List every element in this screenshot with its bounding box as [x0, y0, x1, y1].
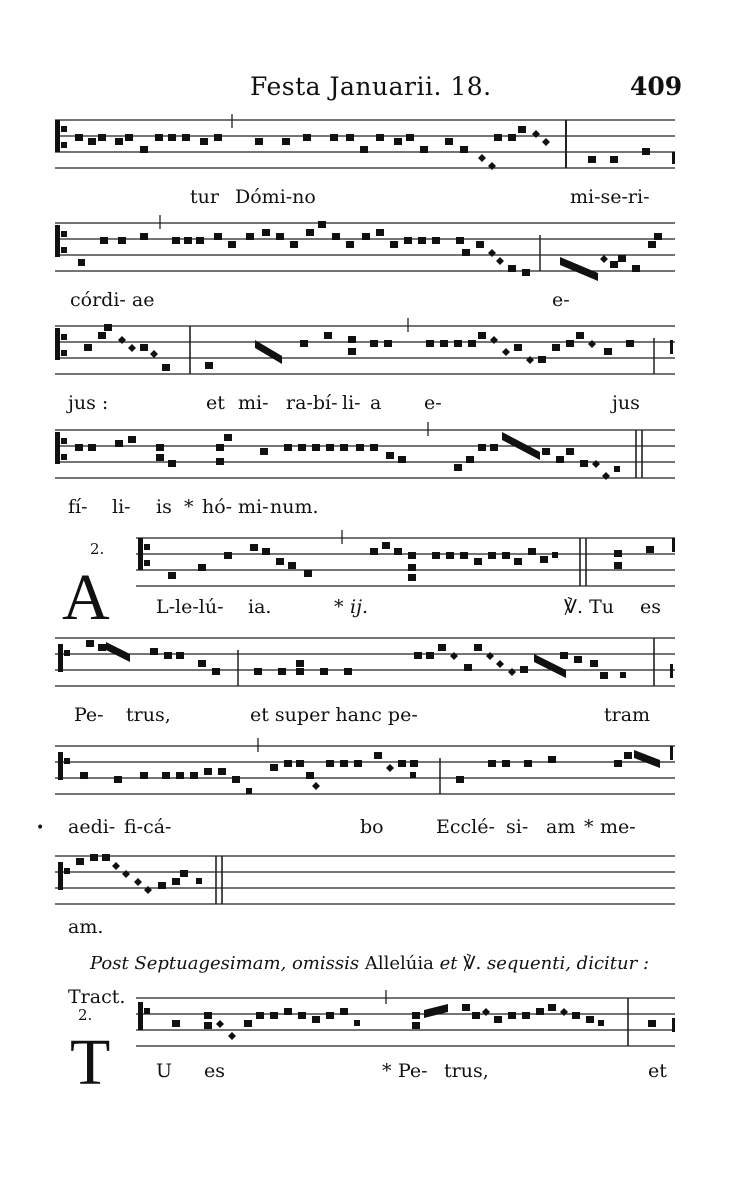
chant-system-3 [0, 318, 748, 413]
syllable: e- [424, 392, 442, 414]
staff-8 [0, 848, 748, 918]
rubric-text: Allelúia [364, 953, 434, 974]
syllable: bo [360, 816, 384, 838]
margin-mark: • [36, 820, 45, 836]
chant-system-7 [0, 738, 748, 838]
syllable: * [584, 816, 594, 838]
staff-6 [0, 630, 748, 700]
chant-system-1 [0, 112, 748, 207]
mode-number: 2. [78, 1006, 93, 1024]
staff-1 [0, 112, 748, 182]
chant-system-9 [0, 990, 748, 1085]
rubric-text: et [439, 953, 458, 974]
syllable: trus, [444, 1060, 489, 1082]
syllable: jus [612, 392, 640, 414]
mode-number: 2. [90, 540, 105, 558]
syllable: a [370, 392, 382, 414]
syllable: es [204, 1060, 225, 1082]
running-title: Festa Januarii. 18. [250, 72, 492, 101]
syllable: am. [68, 916, 104, 938]
syllable: L-le-lú- [156, 596, 224, 618]
syllable: hó- [202, 496, 233, 518]
syllable: tur [190, 186, 219, 208]
chant-system-5 [0, 528, 748, 628]
syllable: me- [600, 816, 636, 838]
syllable: et [206, 392, 225, 414]
syllable: et [648, 1060, 667, 1082]
syllable: num. [270, 496, 319, 518]
drop-initial: A [62, 561, 110, 634]
syllable: ij. [350, 596, 369, 618]
syllable: ra-bí- [286, 392, 338, 414]
staff-5 [0, 528, 748, 598]
staff-2 [0, 215, 748, 285]
syllable: Ecclé- [436, 816, 495, 838]
lyrics-line-2 [0, 289, 748, 319]
page-number: 409 [630, 72, 683, 101]
syllable: es [640, 596, 661, 618]
syllable: fí- [68, 496, 88, 518]
syllable: fi-cá- [124, 816, 172, 838]
lyrics-line-6 [0, 704, 748, 734]
lyrics-line-8 [0, 916, 748, 946]
lyrics-line-4 [0, 496, 748, 526]
syllable: li- [342, 392, 361, 414]
versicle-symbol: ℣. [463, 953, 482, 974]
syllable: mi- [238, 392, 269, 414]
chant-system-8 [0, 848, 748, 943]
rubric-line [90, 953, 649, 974]
lyrics-line-9 [0, 1060, 748, 1090]
syllable: mi-se-ri- [570, 186, 650, 208]
syllable: córdi- ae [70, 289, 155, 311]
syllable: aedi- [68, 816, 116, 838]
lyrics-line-5 [0, 596, 748, 626]
syllable: tram [604, 704, 651, 726]
syllable: li- [112, 496, 131, 518]
chant-system-6 [0, 630, 748, 725]
staff-7 [0, 738, 748, 808]
syllable: Dómi-no [235, 186, 316, 208]
syllable: trus, [126, 704, 171, 726]
chant-system-2 [0, 215, 748, 310]
lyrics-line-3 [0, 392, 748, 422]
syllable: e- [552, 289, 570, 311]
syllable: mi- [238, 496, 269, 518]
syllable: et super hanc pe- [250, 704, 418, 726]
tract-label: Tract. [68, 986, 126, 1008]
page-header [0, 72, 748, 108]
syllable: * [334, 596, 344, 618]
syllable: * [184, 496, 194, 518]
syllable: Pe- [398, 1060, 428, 1082]
syllable: ia. [248, 596, 272, 618]
lyrics-line-1 [0, 186, 748, 216]
staff-4 [0, 422, 748, 492]
chant-system-4 [0, 422, 748, 517]
syllable: is [156, 496, 172, 518]
drop-initial: T [70, 1026, 111, 1099]
lyrics-line-7 [0, 816, 748, 846]
syllable: U [156, 1060, 173, 1082]
staff-3 [0, 318, 748, 388]
syllable: * [382, 1060, 392, 1082]
rubric-text: Post Septuagesimam, omissis [90, 953, 360, 974]
rubric-text: sequenti, dicitur : [486, 953, 650, 974]
syllable: ℣. Tu [564, 596, 614, 618]
syllable: am [546, 816, 576, 838]
syllable: si- [506, 816, 529, 838]
staff-9 [0, 990, 748, 1060]
syllable: Pe- [74, 704, 104, 726]
syllable: jus : [68, 392, 109, 414]
